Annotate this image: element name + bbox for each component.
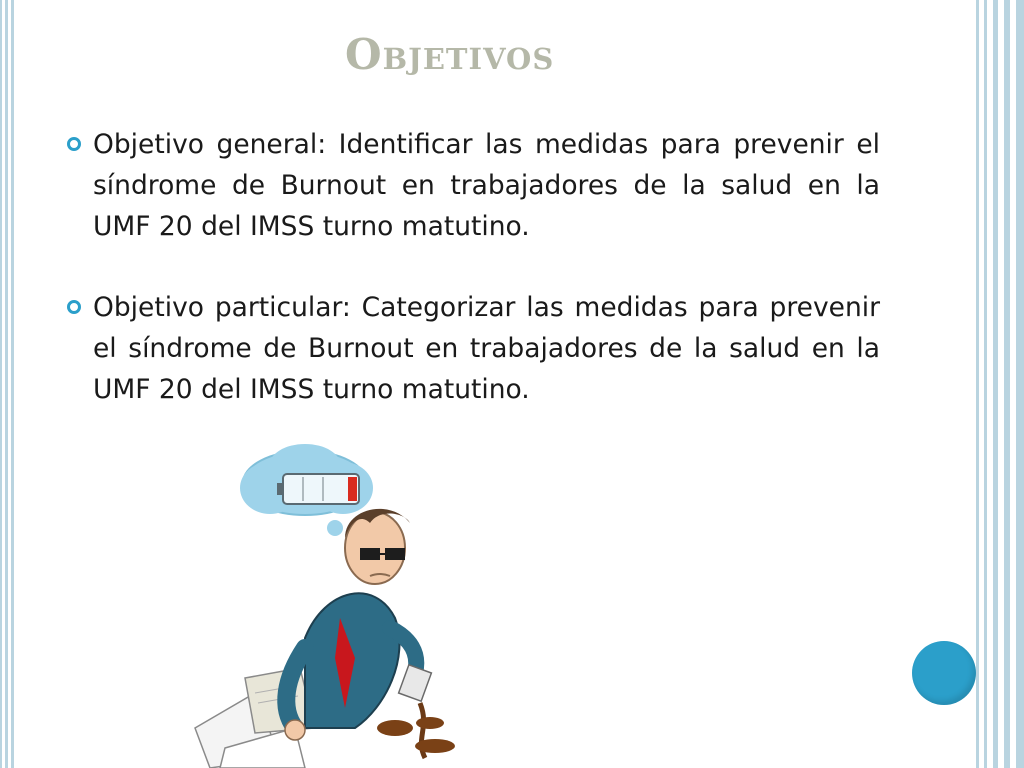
slide-title: Objetivos [345, 30, 555, 79]
left-border-decoration [0, 0, 14, 768]
accent-circle-decoration [912, 641, 976, 705]
right-border-decoration [976, 0, 1024, 768]
worker-figure [285, 509, 416, 740]
bullet-item-particular [60, 287, 880, 410]
bullet-ring-icon [66, 136, 82, 152]
tired-worker-illustration [185, 428, 485, 768]
bullet-list [60, 124, 880, 450]
bullet-text: Objetivo particular: Categorizar las medidas para prevenir el síndrome de Burnout en trabajadores de la salud en la UMF 20 del IMSS turno matutino. [93, 292, 880, 405]
bullet-ring-icon [66, 299, 82, 315]
bullet-text: Objetivo general: Identificar las medidas para prevenir el síndrome de Burnout en trabajadores de la salud en la UMF 20 del IMSS turno matutino. [93, 129, 880, 242]
bullet-item-general [60, 124, 880, 247]
low-battery-icon [277, 474, 359, 504]
